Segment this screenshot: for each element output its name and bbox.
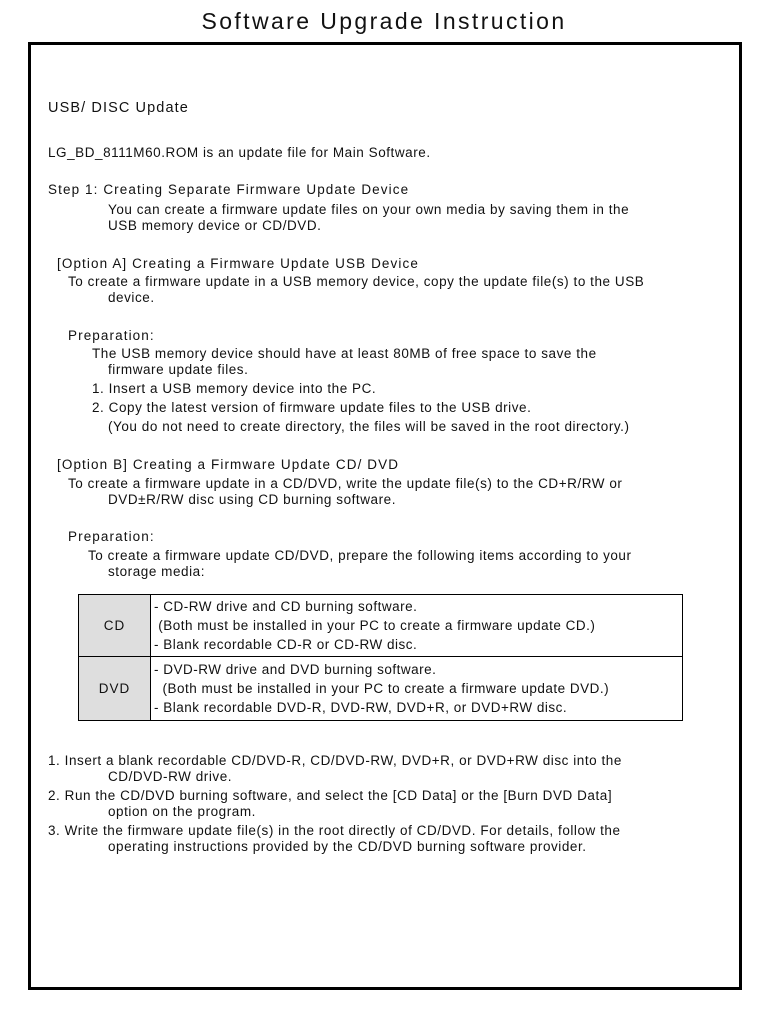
- final-step-line: 1. Insert a blank recordable CD/DVD-R, CD/DVD-RW, DVD+R, or DVD+RW disc into the: [48, 753, 622, 768]
- media-item: - Blank recordable CD-R or CD-RW disc.: [154, 637, 418, 652]
- step1-line: USB memory device or CD/DVD.: [108, 218, 322, 233]
- page-title: Software Upgrade Instruction: [201, 8, 567, 34]
- option-a-preparation-label: Preparation:: [68, 328, 155, 343]
- option-a-line: device.: [108, 290, 155, 305]
- table-row: [79, 595, 683, 657]
- step1-line: You can create a firmware update files on your own media by saving them in the: [108, 202, 630, 217]
- media-label-cd: CD: [79, 595, 151, 657]
- media-items-dvd: [151, 657, 683, 721]
- media-item: - CD-RW drive and CD burning software.: [154, 599, 418, 614]
- final-step-line: operating instructions provided by the CD/DVD burning software provider.: [108, 839, 587, 854]
- option-a-line: To create a firmware update in a USB memory device, copy the update file(s) to the USB: [68, 274, 645, 289]
- media-item: - DVD-RW drive and DVD burning software.: [154, 662, 437, 677]
- option-a-prep-line: 1. Insert a USB memory device into the PC.: [92, 381, 377, 396]
- option-a-prep-line: The USB memory device should have at least 80MB of free space to save the: [92, 346, 597, 361]
- final-step-line: 2. Run the CD/DVD burning software, and select the [CD Data] or the [Burn DVD Data]: [48, 788, 613, 803]
- option-b-prep-line: To create a firmware update CD/DVD, prepare the following items according to your: [88, 548, 632, 563]
- option-b-preparation-label: Preparation:: [68, 529, 155, 544]
- media-item: (Both must be installed in your PC to create a firmware update CD.): [154, 618, 596, 633]
- intro-text: LG_BD_8111M60.ROM is an update file for Main Software.: [48, 145, 431, 160]
- step1-heading: Step 1: Creating Separate Firmware Update Device: [48, 182, 410, 197]
- section-heading: USB/ DISC Update: [48, 100, 189, 116]
- final-step-line: 3. Write the firmware update file(s) in the root directly of CD/DVD. For details, follow the: [48, 823, 621, 838]
- media-item: - Blank recordable DVD-R, DVD-RW, DVD+R, or DVD+RW disc.: [154, 700, 568, 715]
- media-label-dvd: DVD: [79, 657, 151, 721]
- final-step-line: option on the program.: [108, 804, 256, 819]
- option-a-prep-line: 2. Copy the latest version of firmware update files to the USB drive.: [92, 400, 532, 415]
- final-step-line: CD/DVD-RW drive.: [108, 769, 233, 784]
- media-item: (Both must be installed in your PC to create a firmware update DVD.): [154, 681, 610, 696]
- option-a-prep-line: (You do not need to create directory, the files will be saved in the root directory.): [108, 419, 630, 434]
- option-b-line: To create a firmware update in a CD/DVD, write the update file(s) to the CD+R/RW or: [68, 476, 623, 491]
- option-a-prep-line: firmware update files.: [108, 362, 249, 377]
- media-items-cd: [151, 595, 683, 657]
- option-b-line: DVD±R/RW disc using CD burning software.: [108, 492, 396, 507]
- storage-media-table: [78, 594, 683, 721]
- option-a-heading: [Option A] Creating a Firmware Update USB Device: [57, 256, 419, 271]
- option-b-prep-line: storage media:: [108, 564, 205, 579]
- option-b-heading: [Option B] Creating a Firmware Update CD/ DVD: [57, 457, 400, 472]
- table-row: [79, 657, 683, 721]
